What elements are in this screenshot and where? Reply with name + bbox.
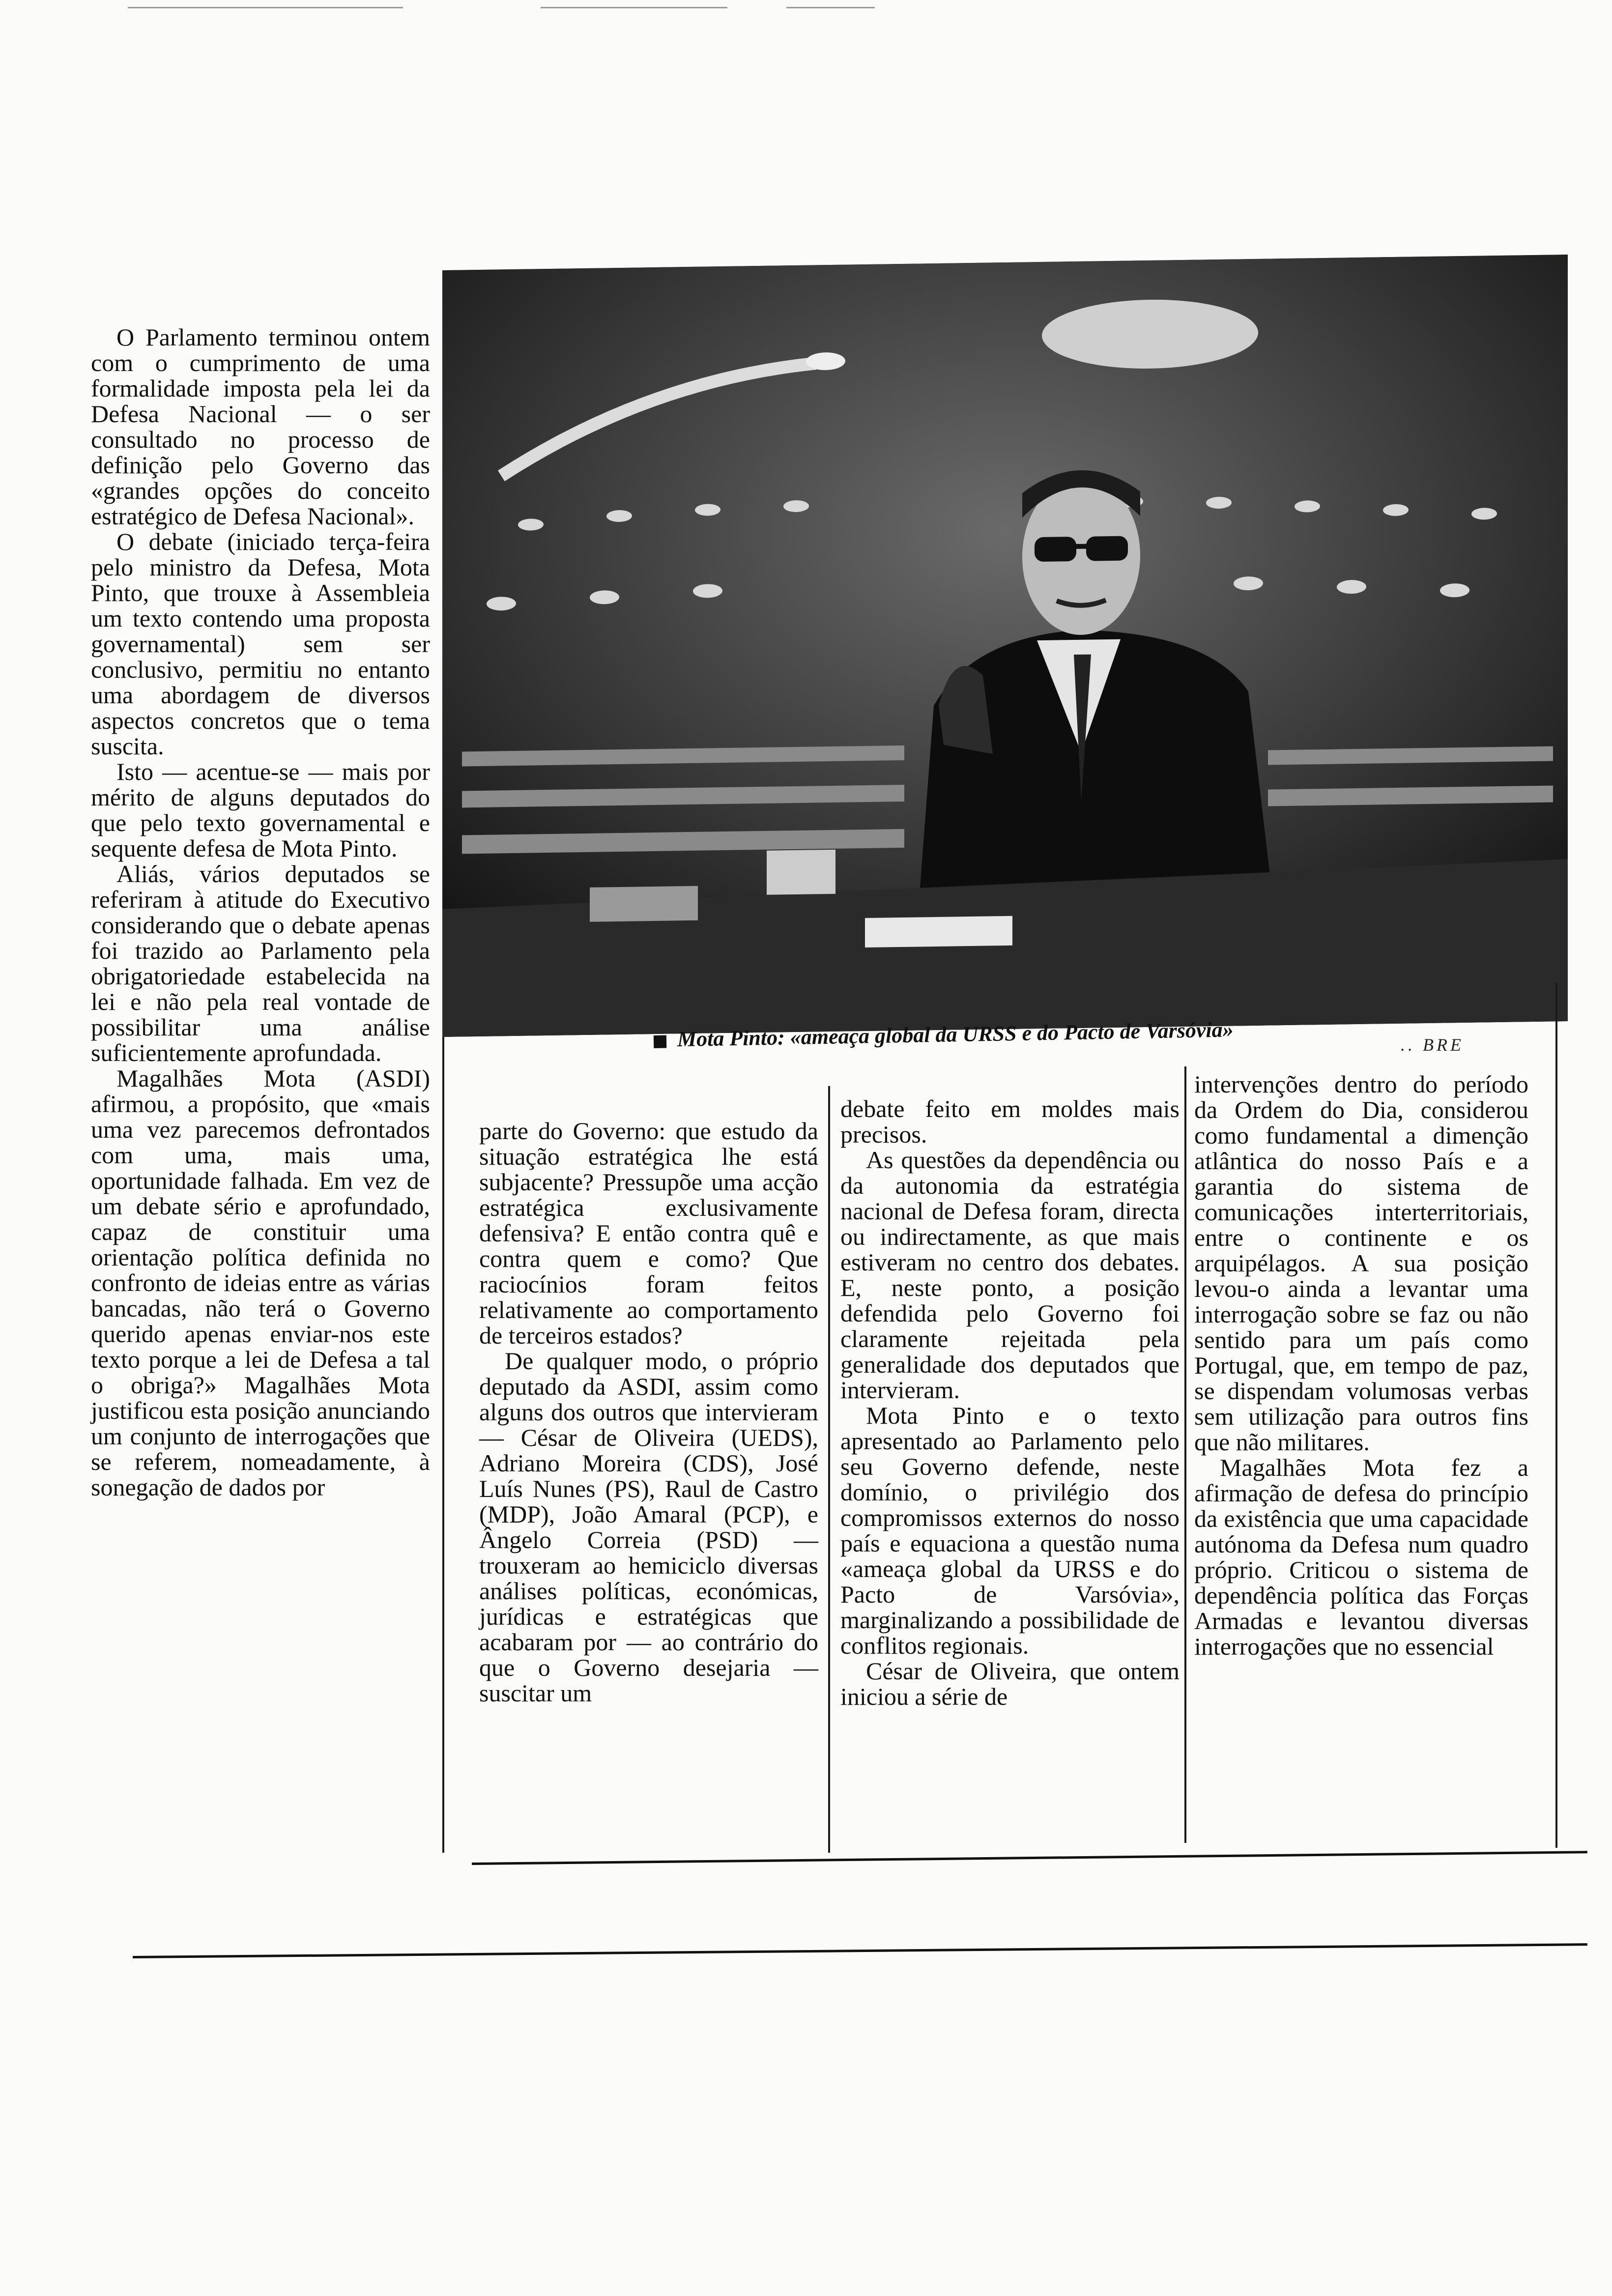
photo-illustration [442, 255, 1568, 1037]
paragraph: As questões da dependência ou da autonomia da estratégia nacional de Defesa foram, directa ou indirectamente, as que mais estiveram no centro dos debates. E, neste ponto, a posição defendida pelo Governo foi claramente rejeitada pela generalidade dos deputados que intervieram. [840, 1146, 1180, 1404]
paragraph: O Parlamento terminou ontem com o cumprimento de uma formalidade imposta pela lei da Defesa Nacional — o ser consultado no processo de definição pelo Governo das «grandes opções do conceito estratégico de Defesa Nacional». [91, 323, 430, 530]
paragraph: intervenções dentro do período da Ordem do Dia, considerou como fundamental a dimenção atlântica do nosso País e a garantia do sistema de comunicações interterritoriais, entre o continente e os arquipélagos. A sua posição levou-o ainda a levantar uma interrogação sobre se faz ou não sentido para um país como Portugal, que, em tempo de paz, se dispendam volumosas verbas sem utilização para outros fins que não militares. [1194, 1070, 1528, 1456]
bottom-rule-lower [133, 1943, 1587, 1958]
top-rule-2 [541, 7, 727, 8]
news-photo [442, 255, 1568, 1037]
caption-text: Mota Pinto: «ameaça global da URSS e do Pacto de Varsóvia» [677, 1017, 1234, 1052]
paragraph: parte do Governo: que estudo da situação estratégica lhe está subjacente? Pressupõe uma acção estratégica exclusivamente defensiva? E então contra quê e contra quem e como? Que raciocínios foram feitos relativamente ao comportamento de terceiros estados? [479, 1117, 818, 1349]
paragraph: De qualquer modo, o próprio deputado da ASDI, assim como alguns dos outros que intervieram — César de Oliveira (UEDS), Adriano Moreira (CDS), José Luís Nunes (PS), Raul de Castro (MDP), João Amaral (PCP), e Ângelo Correia (PSD) — trouxeram ao hemiciclo diversas análises políticas, económicas, jurídicas e estratégicas que acabaram por — ao contrário do que o Governo desejaria — suscitar um [479, 1347, 818, 1707]
article-column-4 [1194, 1071, 1528, 1659]
photo-credit: .. BRE [1401, 1035, 1464, 1055]
column-separator [1184, 1066, 1186, 1843]
top-rule-3 [786, 7, 875, 8]
paragraph: Mota Pinto e o texto apresentado ao Parlamento pelo seu Governo defende, neste domínio, o privilégio dos compromissos externos do nosso país e equaciona a questão numa «ameaça global da URSS e do Pacto de Varsóvia», marginalizando a possibilidade de conflitos regionais. [840, 1402, 1180, 1659]
right-border [1555, 983, 1557, 1848]
paragraph: O debate (iniciado terça-feira pelo ministro da Defesa, Mota Pinto, que trouxe à Assembleia um texto contendo uma proposta governamental) sem ser conclusivo, permitiu no entanto uma abordagem de diversos aspectos concretos que o tema suscita. [91, 528, 430, 760]
paragraph: Isto — acentue-se — mais por mérito de alguns deputados do que pelo texto governamental e sequente defesa de Mota Pinto. [91, 758, 430, 862]
top-rule-1 [128, 7, 403, 8]
article-column-1 [91, 324, 430, 1500]
bottom-rule-upper [472, 1851, 1587, 1865]
column-separator [828, 1086, 830, 1853]
caption-bullet [654, 1035, 666, 1048]
article-column-3 [840, 1096, 1180, 1709]
paragraph: debate feito em moldes mais precisos. [840, 1095, 1180, 1148]
paragraph: Magalhães Mota fez a afirmação de defesa do princípio da existência que uma capacidade autónoma da Defesa num quadro próprio. Criticou o sistema de dependência política das Forças Armadas e levantou diversas interrogações que no essencial [1194, 1454, 1528, 1660]
paragraph: Magalhães Mota (ASDI) afirmou, a propósito, que «mais uma vez parecemos defrontados com uma, mais uma, oportunidade falhada. Em vez de um debate sério e aprofundado, capaz de constituir uma orientação política definida no confronto de ideias entre as várias bancadas, não terá o Governo querido apenas enviar-nos este texto porque a lei de Defesa a tal o obriga?» Magalhães Mota justificou esta posição anunciando um conjunto de interrogações que se referem, nomeadamente, à sonegação de dados por [91, 1064, 430, 1501]
paragraph: César de Oliveira, que ontem iniciou a série de [840, 1657, 1180, 1710]
article-column-2 [479, 1118, 818, 1706]
paragraph: Aliás, vários deputados se referiram à atitude do Executivo considerando que o debate apenas foi trazido ao Parlamento pela obrigatoriedade estabelecida na lei e não pela real vontade de possibilitar uma análise suficientemente aprofundada. [91, 860, 430, 1066]
